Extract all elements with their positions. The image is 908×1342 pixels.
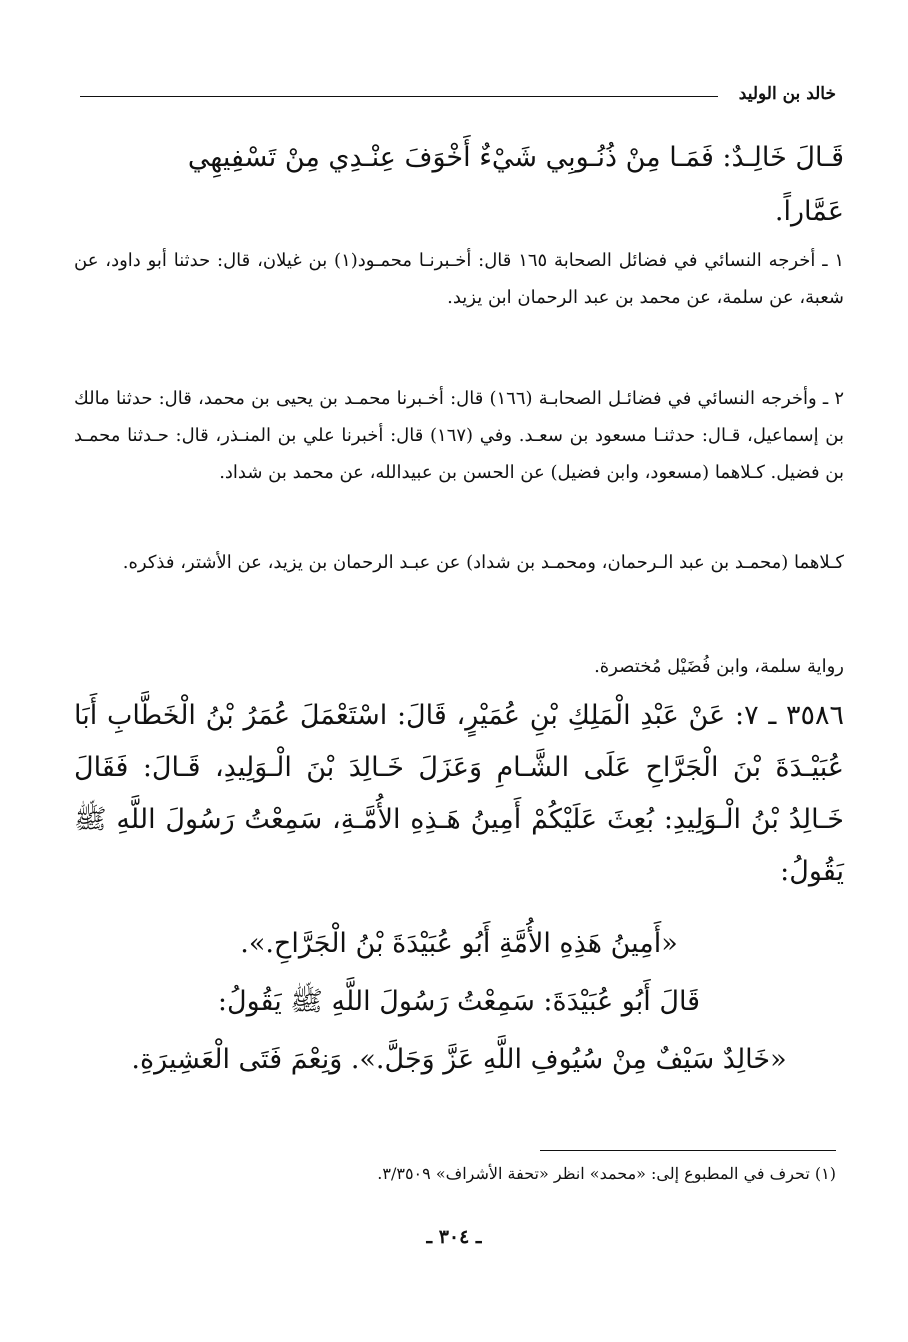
hadith-quote-1: «أَمِينُ هَذِهِ الأُمَّةِ أَبُو عُبَيْدَةَ بْنُ الْجَرَّاحِ.». [240,928,678,959]
hadith-line-2: قَالَ أَبُو عُبَيْدَةَ: سَمِعْتُ رَسُولَ اللَّهِ ﷺ يَقُولُ: [217,986,701,1017]
quote-line-2: عَمَّاراً. [774,196,844,227]
note-1: ١ ـ أخرجه النسائي في فضائل الصحابة ١٦٥ قال: أخـبرنـا محمـود(١) بن غيلان، قال: حدثنا أبو داود، عن شعبة، عن سلمة، عن محمد بن عبد الرحمان ابن يزيد. [74,250,844,308]
running-header [80,84,836,108]
hadith-quote-2: «خَالِدٌ سَيْفٌ مِنْ سُيُوفِ اللَّهِ عَزَّ وَجَلَّ.». وَنِعْمَ فَتَى الْعَشِيرَةِ. [131,1044,787,1075]
note-3: كـلاهما (محمـد بن عبد الـرحمان، ومحمـد بن شداد) عن عبـد الرحمان بن يزيد، عن الأشتر، فذكره. [122,552,844,573]
header-title: خالد بن الوليد [738,84,836,104]
note-2: ٢ ـ وأخرجه النسائي في فضائـل الصحابـة (١٦٦) قال: أخـبرنا محمـد بن يحيى بن محمد، قال: حدثنا مالك بن إسماعيل، قـال: حدثنـا مسعود بن سعـد. وفي (١٦٧) قال: أخبرنا علي بن المنـذر، قال: حـدثنا محمـد بن فضيل. كـلاهما (مسعود، وابن فضيل) عن الحسن بن عبيدالله، عن محمد بن شداد. [74,388,845,483]
hadith-paragraph: ٣٥٨٦ ـ ٧: عَنْ عَبْدِ الْمَلِكِ بْنِ عُمَيْرٍ، قَالَ: اسْتَعْمَلَ عُمَرُ بْنُ الْخَطَّابِ أَبَا عُبَيْـدَةَ بْنَ الْجَرَّاحِ عَلَى الشَّـامِ وَعَزَلَ خَـالِدَ بْنَ الْـوَلِيدِ، قَـالَ: فَقَالَ خَـالِدُ بْنُ الْـوَلِيدِ: بُعِثَ عَلَيْكُمْ أَمِينُ هَـذِهِ الأُمَّـةِ، سَمِعْتُ رَسُولَ اللَّهِ ﷺ يَقُولُ: [74,700,844,887]
footnote: (١) تحرف في المطبوع إلى: «محمد» انظر «تحفة الأشراف» ٣/٣٥٠٩. [377,1164,836,1183]
note-4: رواية سلمة، وابن فُضَيْل مُختصرة. [594,656,844,677]
header-rule [80,96,718,97]
quote-line-1: قَـالَ خَالِـدٌ: فَمَـا مِنْ ذُنُـوبِي شَيْءٌ أَخْوَفَ عِنْـدِي مِنْ تَسْفِيهِي [187,142,844,173]
page-number: ـ ٣٠٤ ـ [426,1226,482,1248]
footnote-rule [540,1150,836,1151]
